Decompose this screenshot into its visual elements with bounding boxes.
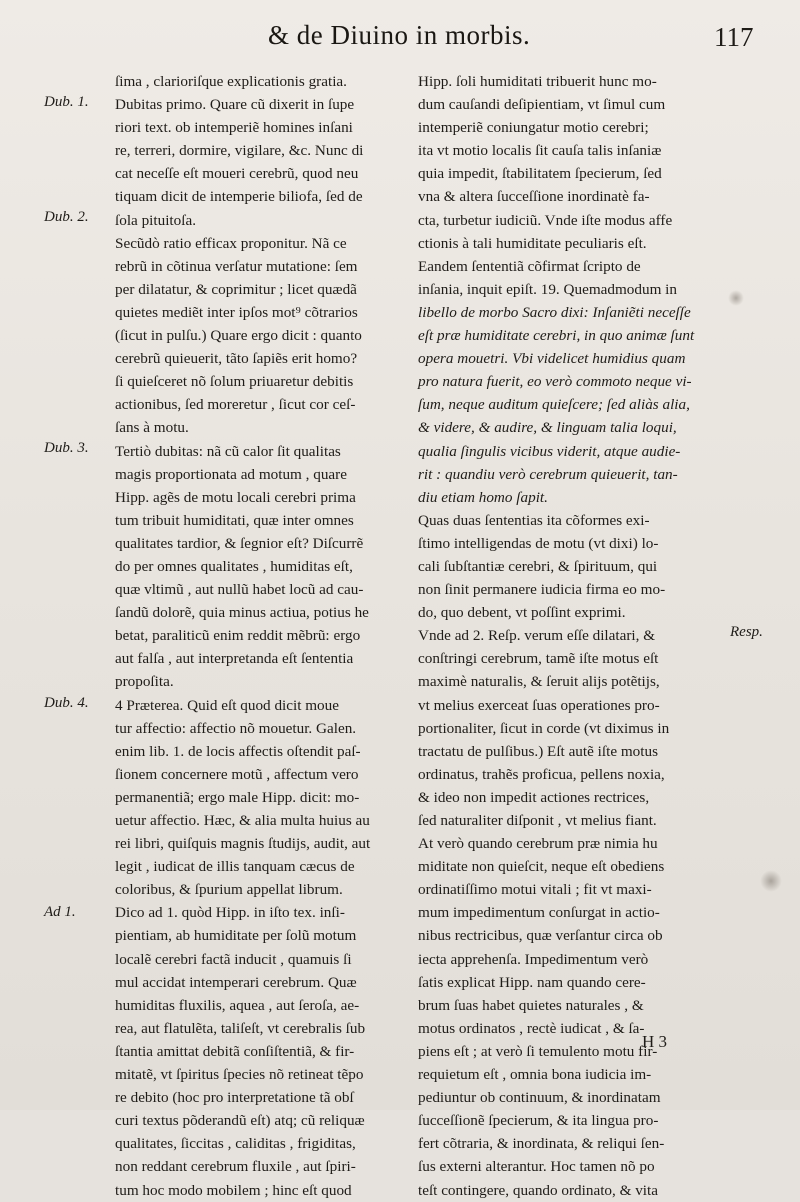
text-line: intemperiẽ coniungatur motio cerebri;: [418, 119, 649, 137]
text-line: tum tribuit humiditati, quæ inter omnes: [115, 511, 354, 529]
text-line: non reddant cerebrum fluxile , aut ſpiri-: [115, 1158, 356, 1176]
text-line: cta, turbetur iudiciũ. Vnde iſte modus affe: [418, 211, 673, 229]
text-line: cat neceſſe eſt moueri cerebrũ, quod neu: [115, 165, 359, 183]
text-line: curi textus põderandũ eſt) atq; cũ reliquæ: [115, 1112, 365, 1130]
text-line: opera mouetri. Vbi videlicet humidius quam: [418, 350, 686, 368]
text-line: maximè naturalis, & ſeruit alijs potẽtijs,: [418, 673, 660, 691]
text-line: coloribus, & ſpurium appellat librum.: [115, 881, 343, 899]
text-line: requietum eſt , omnia bona iudicia im-: [418, 1066, 652, 1084]
text-line: ſatis explicat Hipp. nam quando cere-: [418, 973, 646, 991]
text-line: diu etiam homo ſapit.: [418, 488, 548, 506]
text-line: vna & altera ſucceſſione inordinatè fa-: [418, 188, 650, 206]
text-line: mitatẽ, vt ſpiritus ſpecies nõ retineat tẽpo: [115, 1066, 364, 1084]
text-line: ſucceſſionẽ ſpecierum, & ita lingua pro-: [418, 1112, 659, 1130]
text-line: ſans à motu.: [115, 419, 189, 437]
text-line: Eandem ſententiã cõfirmat ſcripto de: [418, 257, 641, 275]
text-line: permanentiã; ergo male Hipp. dicit: mo-: [115, 788, 360, 806]
text-line: per dilatatur, & coprimitur ; licet quædã: [115, 280, 357, 298]
text-line: re debito (hoc pro interpretatione tã obſ: [115, 1089, 354, 1107]
text-line: eſt præ humiditate cerebri, in quo animæ ſunt: [418, 327, 695, 345]
text-line: pediuntur ob continuum, & inordinatam: [418, 1089, 661, 1107]
text-line: rea, aut flatulẽta, taliſeſt, vt cerebralis ſub: [115, 1019, 366, 1037]
text-line: ſum, neque auditum quieſcere; ſed aliàs alia,: [418, 396, 690, 414]
text-line: propoſita.: [115, 673, 174, 691]
text-line: ſtimo intelligendas de motu (vt dixi) lo-: [418, 534, 659, 552]
text-line: tiquam dicit de intemperie biliofa, ſed de: [115, 188, 363, 206]
text-line: quia impedit, ſtabilitatem ſpecierum, ſed: [418, 165, 662, 183]
text-line: & ideo non impedit actiones rectrices,: [418, 788, 650, 806]
text-line: fert cõtraria, & inordinata, & reliqui ſen-: [418, 1135, 665, 1153]
text-line: qualitates, ſiccitas , caliditas , frigiditas,: [115, 1135, 356, 1153]
text-line: actionibus, ſed moreretur , ſicut cor ceſ-: [115, 396, 356, 414]
text-line: mul accidat intemperari cerebrum. Quæ: [115, 973, 357, 991]
text-line: ſi quieſceret nõ ſolum priuaretur debitis: [115, 373, 354, 391]
text-line: ita vt motio localis ſit cauſa talis inſaniæ: [418, 142, 662, 160]
text-line: nibus rectricibus, quæ verſantur circa ob: [418, 927, 663, 945]
text-line: ſtantia amittat debitã conſiſtentiã, & fir-: [115, 1042, 355, 1060]
text-line: qualitates tardior, & ſegnior eſt? Diſcurrẽ: [115, 534, 364, 552]
text-line: miditate non quieſcit, neque eſt obediens: [418, 858, 665, 876]
text-line: portionaliter, ſicut in corde (vt diximus in: [418, 719, 670, 737]
page-number: 117: [714, 22, 754, 52]
text-line: aut falſa , aut interpretanda eſt ſententia: [115, 650, 354, 668]
text-line: (ſicut in pulſu.) Quare ergo dicit : quanto: [115, 327, 362, 345]
text-line: rei libri, quiſquis magnis ſtudijs, audit, aut: [115, 835, 371, 853]
text-line: rit : quandiu verò cerebrum quieuerit, tan-: [418, 465, 678, 483]
text-line: tur affectio: affectio nõ mouetur. Galen.: [115, 719, 357, 737]
text-line: betat, paraliticũ enim reddit mẽbrũ: ergo: [115, 627, 361, 645]
running-head: & de Diuino in morbis.: [268, 20, 531, 50]
left-text-column: [115, 70, 405, 1202]
text-line: rebrũ in cõtinua verſatur mutatione: ſem: [115, 257, 358, 275]
text-line: magis proportionata ad motum , quare: [115, 465, 347, 483]
text-line: uetur affectio. Hæc, & alia multa huius au: [115, 812, 370, 829]
text-line: non ſinit permanere iudicia firma eo mo-: [418, 581, 666, 599]
text-line: Secũdò ratio efficax proponitur. Nã ce: [115, 234, 347, 252]
margin-note-resp: Resp.: [730, 624, 763, 640]
text-line: motus ordinatos , rectè iudicat , & ſa-: [418, 1019, 645, 1037]
text-line: 4 Præterea. Quid eſt quod dicit moue: [115, 696, 339, 714]
right-text-column: [418, 70, 718, 1202]
ink-smudge: [728, 290, 744, 306]
text-line: Vnde ad 2. Reſp. verum eſſe dilatari, &: [418, 627, 656, 645]
margin-note-dub-4: Dub. 4.: [44, 695, 89, 711]
text-line: ſandũ dolorẽ, quia minus actiua, potius he: [115, 604, 369, 622]
text-line: ſus externi alterantur. Hoc tamen nõ po: [418, 1158, 655, 1176]
text-line: At verò quando cerebrum præ nimia hu: [418, 835, 658, 853]
text-line: libello de morbo Sacro dixi: Inſaniẽti neceſſe: [418, 303, 691, 321]
text-line: ctionis à tali humiditate peculiaris eſt.: [418, 234, 647, 252]
text-line: ordinatus, trahẽs proficua, pellens noxia,: [418, 765, 665, 783]
text-line: Quas duas ſententias ita cõformes exi-: [418, 511, 650, 529]
ink-smudge: [760, 870, 782, 892]
text-line: tractatu de pulſibus.) Eſt autẽ iſte motus: [418, 742, 658, 760]
text-line: inſania, inquit epiſt. 19. Quemadmodum in: [418, 280, 677, 298]
text-line: ordinatiſſimo motui vitali ; fit vt maxi-: [418, 881, 652, 899]
text-line: teſt contingere, quando ordinato, & vita: [418, 1181, 658, 1199]
text-line: iecta apprehenſa. Impedimentum verò: [418, 950, 649, 968]
text-line: cali ſubſtantiæ cerebri, & ſpirituum, qui: [418, 557, 658, 575]
text-line: mum impedimentum conſurgat in actio-: [418, 904, 660, 922]
text-line: ſionem concernere motũ , affectum vero: [115, 765, 359, 783]
text-line: quietes mediẽt inter ipſos mot⁹ cõtrarios: [115, 303, 358, 321]
text-line: piens eſt ; at verò ſi temulento motu fir-: [418, 1042, 658, 1060]
text-line: Dico ad 1. quòd Hipp. in iſto tex. inſi-: [115, 904, 345, 922]
text-line: enim lib. 1. de locis affectis oſtendit paſ-: [115, 742, 361, 760]
text-line: Tertiò dubitas: nã cũ calor ſit qualitas: [115, 442, 341, 460]
signature-mark: H 3: [642, 1032, 668, 1051]
margin-note-dub-2: Dub. 2.: [44, 209, 89, 225]
text-line: dum cauſandi deſipientiam, vt ſimul cum: [418, 96, 666, 114]
text-line: Hipp. ſoli humiditati tribuerit hunc mo-: [418, 73, 657, 90]
text-line: & videre, & audire, & linguam talia loqui,: [418, 419, 677, 437]
text-line: Hipp. agẽs de motu locali cerebri prima: [115, 488, 356, 506]
text-line: Dubitas primo. Quare cũ dixerit in ſupe: [115, 96, 355, 114]
text-line: legit , iudicat de illis tanquam cæcus de: [115, 858, 355, 876]
text-line: do, quo debent, vt poſſint exprimi.: [418, 604, 626, 622]
text-line: pientiam, ab humiditate per ſolũ motum: [115, 927, 357, 945]
text-line: brum ſuas habet quietes naturales , &: [418, 996, 644, 1014]
text-line: conſtringi cerebrum, tamẽ iſte motus eſt: [418, 650, 659, 668]
margin-note-ad-1: Ad 1.: [44, 904, 76, 920]
text-line: humiditas fluxilis, aquea , aut ſeroſa, ae-: [115, 996, 360, 1014]
text-line: do per omnes qualitates , humiditas eſt,: [115, 557, 353, 575]
text-line: ſima , clarioriſque explicationis gratia.: [115, 73, 347, 90]
text-line: qualia ſingulis vicibus viderit, atque audie-: [418, 442, 681, 460]
text-line: riori text. ob intemperiẽ homines inſani: [115, 119, 353, 137]
margin-note-dub-3: Dub. 3.: [44, 440, 89, 456]
text-line: vt melius exerceat ſuas operationes pro-: [418, 696, 660, 714]
text-line: re, terreri, dormire, vigilare, &c. Nunc di: [115, 142, 364, 160]
margin-note-dub-1: Dub. 1.: [44, 94, 89, 110]
text-line: quæ vltimũ , aut nullũ habet locũ ad cau-: [115, 581, 364, 599]
text-line: cerebrũ quieuerit, tãto ſapiẽs erit homo?: [115, 350, 358, 368]
text-line: ſed naturaliter diſponit , vt melius fiant.: [418, 812, 657, 829]
text-line: pro natura fuerit, eo verò commoto neque vi-: [418, 373, 692, 391]
text-line: tum hoc modo mobilem ; hinc eſt quod: [115, 1181, 352, 1199]
text-line: ſola pituitoſa.: [115, 211, 196, 229]
text-line: localẽ cerebri factã inducit , quamuis ſi: [115, 950, 352, 968]
